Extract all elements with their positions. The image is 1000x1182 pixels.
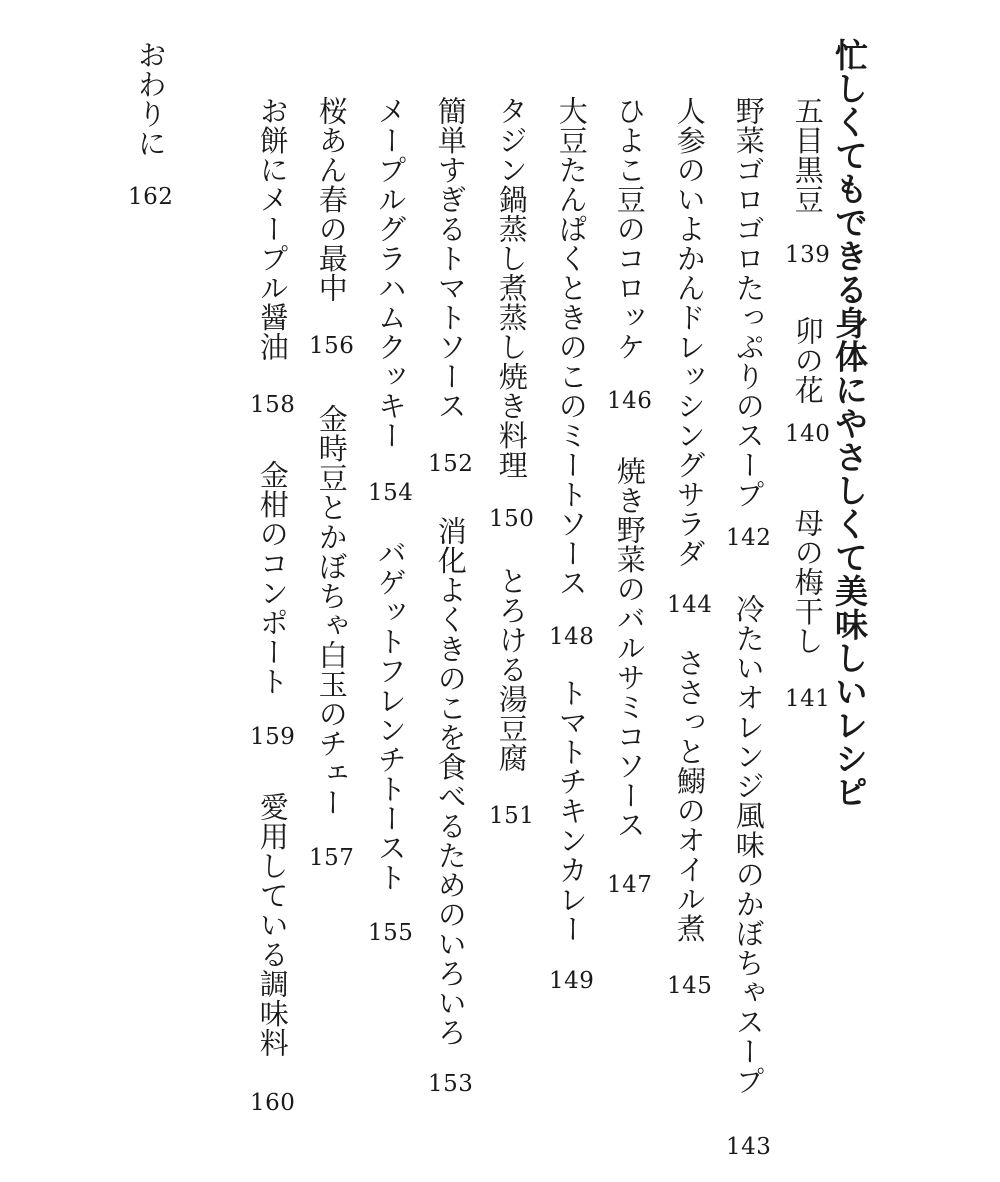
entry-page: 142 [726,525,772,551]
toc-entry-yakiyasai-balsamic[interactable] [607,456,652,897]
entry-title: ひよこ豆のコロッケ [612,96,647,362]
entry-page: 141 [785,685,831,712]
entry-title: 消化よくきのこを食べるためのいろいろ [433,516,468,1047]
toc-entry-aiyou-choumiryou[interactable] [250,792,295,1115]
entry-page: 139 [785,242,831,268]
toc-entry-kinkan-compote[interactable] [250,460,295,749]
entry-title: 愛用している調味料 [255,792,290,1058]
toc-entry-tajine[interactable] [489,96,534,531]
entry-page: 149 [549,967,595,994]
entry-title: 野菜ゴロゴロたっぷりのスープ [731,96,766,509]
toc-entry-haha-no-umeboshi[interactable] [785,508,830,711]
toc-entry-orange-kabocha-soup[interactable] [726,594,771,1159]
entry-title: 大豆たんぱくときのこのミートソース [554,96,589,598]
toc-entry-hiyokomame-croquette[interactable] [607,96,652,413]
toc-entry-omochi-maple[interactable] [250,96,295,417]
entry-page: 152 [428,450,474,477]
toc-entry-unohana[interactable] [785,316,830,446]
entry-page: 159 [250,724,296,750]
toc-entry-kinoko-iroiro[interactable] [428,516,473,1096]
entry-title: おわりに [133,40,168,158]
entry-page: 151 [489,802,535,829]
entry-title: 桜あん春の最中 [314,96,349,303]
entry-page: 157 [309,845,355,871]
toc-entry-tomato-sauce[interactable] [428,96,473,476]
toc-entry-yudofu[interactable] [489,566,534,828]
entry-page: 140 [785,420,831,447]
toc-entry-french-toast[interactable] [368,538,413,945]
entry-page: 145 [667,973,713,999]
entry-title: 母の梅干し [790,508,825,656]
entry-page: 156 [309,332,355,359]
entry-title: 簡単すぎるトマトソース [433,96,468,421]
toc-entry-owarini[interactable] [128,40,173,209]
entry-title: メープルグラハムクッキー [373,96,408,450]
entry-title: ささっと鰯のオイル煮 [672,648,707,943]
entry-page: 147 [607,871,653,898]
entry-page: 154 [368,480,414,506]
entry-title: タジン鍋蒸し煮蒸し焼き料理 [494,96,529,480]
toc-entry-sakura-monaka[interactable] [309,96,354,358]
entry-page: 158 [250,391,296,418]
entry-title: 卯の花 [790,316,825,405]
entry-title: 焼き野菜のバルサミコソース [612,456,647,840]
entry-page: 144 [667,592,713,618]
toc-entry-tomato-chicken-curry[interactable] [549,678,594,993]
toc-entry-yasai-soup[interactable] [726,96,771,550]
entry-page: 155 [368,920,414,946]
entry-title: お餅にメープル醤油 [255,96,290,362]
toc-entry-iwashi-oil[interactable] [667,648,712,998]
entry-page: 148 [549,623,595,650]
section-title: 忙しくてもできる身体にやさしくて美味しいレシピ [830,38,869,809]
entry-title: バゲットフレンチトースト [373,538,408,892]
toc-entry-gomoku-kuromame[interactable] [785,96,830,267]
toc-entry-che[interactable] [309,404,354,870]
entry-page: 160 [250,1089,296,1116]
entry-title: 人参のいよかんドレッシングサラダ [672,96,707,568]
entry-title: トマトチキンカレー [554,678,589,944]
toc-entry-ninjin-salad[interactable] [667,96,712,617]
entry-title: 金時豆とかぼちゃ白玉のチェー [314,404,349,817]
entry-title: 冷たいオレンジ風味のかぼちゃスープ [731,594,766,1096]
entry-page: 162 [128,184,174,210]
entry-page: 153 [428,1071,474,1097]
toc-entry-daizu-meat-sauce[interactable] [549,96,594,649]
entry-page: 146 [607,387,653,414]
toc-entry-maple-cookie[interactable] [368,96,413,505]
entry-title: 金柑のコンポート [255,460,290,696]
entry-title: とろける湯豆腐 [494,566,529,773]
entry-title: 五目黒豆 [790,96,825,214]
entry-page: 143 [726,1133,772,1160]
entry-page: 150 [489,505,535,532]
